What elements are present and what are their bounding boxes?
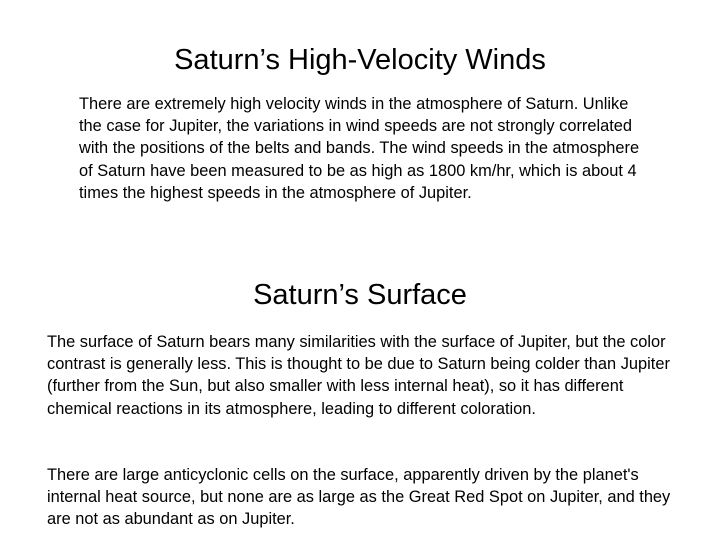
winds-paragraph: There are extremely high velocity winds in the atmosphere of Saturn. Unlike the case for Jupiter, the variations in wind speeds are not strongly correlated with the positions of the belts and bands. The wind speeds in the atmosphere of Saturn have been measured to be as high as 1800 km/hr, which is about 4 times the highest speeds in the atmosphere of Jupiter. xyxy=(79,95,640,202)
section-title-surface: Saturn’s Surface xyxy=(253,279,467,311)
surface-paragraph-2: There are large anticyclonic cells on the surface, apparently driven by the planet's internal heat source, but none are as large as the Great Red Spot on Jupiter, and they are not as abundant as on Jupiter. xyxy=(47,466,671,529)
section-title-winds: Saturn’s High-Velocity Winds xyxy=(174,44,546,76)
surface-paragraph-1: The surface of Saturn bears many similarities with the surface of Jupiter, but the color contrast is generally less. This is thought to be due to Saturn being colder than Jupiter (further from the Sun, but also smaller with less internal heat), so it has different chemical reactions in its atmosphere, leading to different coloration. xyxy=(47,333,670,418)
